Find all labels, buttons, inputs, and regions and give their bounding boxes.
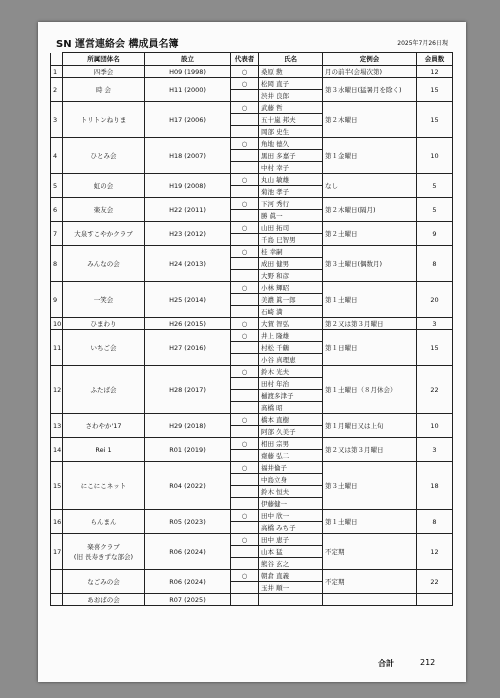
table-row bbox=[51, 318, 453, 330]
representative-mark: ○ bbox=[231, 78, 259, 90]
table-row bbox=[51, 102, 453, 114]
representative-mark bbox=[231, 354, 259, 366]
member-count: 15 bbox=[417, 78, 453, 102]
member-name: 樋渡多津子 bbox=[259, 390, 323, 402]
member-count: 22 bbox=[417, 570, 453, 594]
member-count: 10 bbox=[417, 414, 453, 438]
member-count: 10 bbox=[417, 138, 453, 174]
row-number: 3 bbox=[51, 102, 63, 138]
representative-mark bbox=[231, 258, 259, 270]
page-title: SN 運営連絡会 構成員名簿 bbox=[56, 39, 179, 50]
meeting-schedule: 第２土曜日 bbox=[323, 222, 417, 246]
column-header-founded: 設立 bbox=[145, 53, 231, 66]
meeting-schedule: 不定期 bbox=[323, 534, 417, 570]
table-row bbox=[51, 222, 453, 234]
representative-mark bbox=[231, 306, 259, 318]
meeting-schedule: 不定期 bbox=[323, 570, 417, 594]
member-name: 小林 輝昭 bbox=[259, 282, 323, 294]
founded-year: H23 (2012) bbox=[145, 222, 231, 246]
representative-mark: ○ bbox=[231, 438, 259, 450]
meeting-schedule: 第１金曜日 bbox=[323, 138, 417, 174]
row-number: 6 bbox=[51, 198, 63, 222]
representative-mark bbox=[231, 390, 259, 402]
member-count: 5 bbox=[417, 174, 453, 198]
member-name: 大賀 智弘 bbox=[259, 318, 323, 330]
member-name: 鈴木 光夫 bbox=[259, 366, 323, 378]
table-row bbox=[51, 282, 453, 294]
meeting-schedule: 第１日曜日 bbox=[323, 330, 417, 366]
meeting-schedule: 第１土曜日（８月休会） bbox=[323, 366, 417, 414]
row-number bbox=[51, 570, 63, 594]
founded-year: R04 (2022) bbox=[145, 462, 231, 510]
member-name: 阿部 久美子 bbox=[259, 426, 323, 438]
member-name: 村松 千鶴 bbox=[259, 342, 323, 354]
representative-mark bbox=[231, 402, 259, 414]
table-row bbox=[51, 174, 453, 186]
founded-year: H29 (2018) bbox=[145, 414, 231, 438]
row-number: 8 bbox=[51, 246, 63, 282]
table-row bbox=[51, 66, 453, 78]
total-value: 212 bbox=[420, 658, 436, 667]
member-count: 8 bbox=[417, 246, 453, 282]
member-name: 田村 年治 bbox=[259, 378, 323, 390]
member-count: 9 bbox=[417, 222, 453, 246]
founded-year: H19 (2008) bbox=[145, 174, 231, 198]
member-name: 桑原 勲 bbox=[259, 66, 323, 78]
member-name: 美濃 眞一郎 bbox=[259, 294, 323, 306]
table-row bbox=[51, 414, 453, 426]
founded-year: R01 (2019) bbox=[145, 438, 231, 462]
column-header-group: 所属団体名 bbox=[63, 53, 145, 66]
group-name: にこにこネット bbox=[63, 462, 145, 510]
meeting-schedule: 第３水曜日(猛暑月を除く) bbox=[323, 78, 417, 102]
representative-mark bbox=[231, 558, 259, 570]
representative-mark bbox=[231, 294, 259, 306]
member-name: 五十嵐 邦夫 bbox=[259, 114, 323, 126]
meeting-schedule: なし bbox=[323, 174, 417, 198]
member-count: 12 bbox=[417, 534, 453, 570]
row-number: 4 bbox=[51, 138, 63, 174]
meeting-schedule: 第３土曜日 bbox=[323, 462, 417, 510]
representative-mark: ○ bbox=[231, 174, 259, 186]
group-name: 楽友会 bbox=[63, 198, 145, 222]
member-count: 22 bbox=[417, 366, 453, 414]
representative-mark bbox=[231, 150, 259, 162]
founded-year: H09 (1998) bbox=[145, 66, 231, 78]
group-name: さわやか'17 bbox=[63, 414, 145, 438]
member-name: 福井倫子 bbox=[259, 462, 323, 474]
representative-mark bbox=[231, 486, 259, 498]
row-number: 17 bbox=[51, 534, 63, 570]
founded-year: H27 (2016) bbox=[145, 330, 231, 366]
representative-mark bbox=[231, 162, 259, 174]
table-row bbox=[51, 138, 453, 150]
representative-mark: ○ bbox=[231, 366, 259, 378]
member-count: 12 bbox=[417, 66, 453, 78]
member-name: 小谷 真理恵 bbox=[259, 354, 323, 366]
table-row bbox=[51, 570, 453, 582]
member-name: 山田 拓司 bbox=[259, 222, 323, 234]
representative-mark: ○ bbox=[231, 510, 259, 522]
row-number: 2 bbox=[51, 78, 63, 102]
member-name: 大野 和彦 bbox=[259, 270, 323, 282]
representative-mark bbox=[231, 90, 259, 102]
representative-mark: ○ bbox=[231, 534, 259, 546]
member-count: 8 bbox=[417, 510, 453, 534]
member-count: 20 bbox=[417, 282, 453, 318]
representative-mark bbox=[231, 546, 259, 558]
meeting-schedule: 第２木曜日 bbox=[323, 102, 417, 138]
representative-mark: ○ bbox=[231, 198, 259, 210]
meeting-schedule bbox=[323, 594, 417, 606]
member-count bbox=[417, 594, 453, 606]
member-name: 渋井 良郎 bbox=[259, 90, 323, 102]
member-name: 丸山 敏雄 bbox=[259, 174, 323, 186]
member-count: 5 bbox=[417, 198, 453, 222]
meeting-schedule: 第１月曜日又は上旬 bbox=[323, 414, 417, 438]
representative-mark bbox=[231, 582, 259, 594]
group-name: いちご会 bbox=[63, 330, 145, 366]
representative-mark bbox=[231, 210, 259, 222]
representative-mark: ○ bbox=[231, 66, 259, 78]
member-name: 武藤 哲 bbox=[259, 102, 323, 114]
member-name: 岡部 史生 bbox=[259, 126, 323, 138]
member-name bbox=[259, 594, 323, 606]
representative-mark: ○ bbox=[231, 570, 259, 582]
row-number: 11 bbox=[51, 330, 63, 366]
member-count: 18 bbox=[417, 462, 453, 510]
row-number: 5 bbox=[51, 174, 63, 198]
column-header-name: 氏名 bbox=[259, 53, 323, 66]
representative-mark bbox=[231, 114, 259, 126]
member-name: 中島立身 bbox=[259, 474, 323, 486]
representative-mark: ○ bbox=[231, 138, 259, 150]
founded-year: H24 (2013) bbox=[145, 246, 231, 282]
table-row bbox=[51, 198, 453, 210]
row-number: 9 bbox=[51, 282, 63, 318]
group-name: あおばの会 bbox=[63, 594, 145, 606]
group-name: Rei 1 bbox=[63, 438, 145, 462]
member-name: 鈴木 恒夫 bbox=[259, 486, 323, 498]
table-header-row bbox=[51, 53, 453, 66]
meeting-schedule: 第１土曜日 bbox=[323, 282, 417, 318]
member-name: 菊池 孝子 bbox=[259, 186, 323, 198]
member-name: 中村 幸子 bbox=[259, 162, 323, 174]
table-row bbox=[51, 462, 453, 474]
member-name: 桂 幸嗣 bbox=[259, 246, 323, 258]
group-name: ひまわり bbox=[63, 318, 145, 330]
meeting-schedule: 第３土曜日(偶数月) bbox=[323, 246, 417, 282]
member-roster-table bbox=[50, 52, 453, 606]
member-name: 黒田 多嘉子 bbox=[259, 150, 323, 162]
representative-mark: ○ bbox=[231, 222, 259, 234]
column-header-meeting: 定例会 bbox=[323, 53, 417, 66]
table-row bbox=[51, 510, 453, 522]
group-name: トリトンねりま bbox=[63, 102, 145, 138]
representative-mark: ○ bbox=[231, 414, 259, 426]
total-label: 合計 bbox=[378, 659, 394, 668]
group-name: 虹の会 bbox=[63, 174, 145, 198]
representative-mark bbox=[231, 234, 259, 246]
representative-mark: ○ bbox=[231, 318, 259, 330]
member-name: 井上 隆雄 bbox=[259, 330, 323, 342]
member-name: 勝 眞一 bbox=[259, 210, 323, 222]
member-name: 田中 欣一 bbox=[259, 510, 323, 522]
meeting-schedule: 第１土曜日 bbox=[323, 510, 417, 534]
representative-mark bbox=[231, 186, 259, 198]
group-name: なごみの会 bbox=[63, 570, 145, 594]
member-name: 橋本 直樹 bbox=[259, 414, 323, 426]
row-number: 12 bbox=[51, 366, 63, 414]
table-row bbox=[51, 78, 453, 90]
member-count: 3 bbox=[417, 438, 453, 462]
founded-year: R05 (2023) bbox=[145, 510, 231, 534]
group-name: 楽喜クラブ (旧 長寿きずな部会) bbox=[63, 534, 145, 570]
member-name: 下河 秀行 bbox=[259, 198, 323, 210]
member-count: 3 bbox=[417, 318, 453, 330]
row-number bbox=[51, 594, 63, 606]
column-header-representative: 代表者 bbox=[231, 53, 259, 66]
group-name: 四季会 bbox=[63, 66, 145, 78]
member-name: 朝倉 直義 bbox=[259, 570, 323, 582]
member-name: 石崎 満 bbox=[259, 306, 323, 318]
representative-mark bbox=[231, 426, 259, 438]
founded-year: H17 (2006) bbox=[145, 102, 231, 138]
row-number: 14 bbox=[51, 438, 63, 462]
representative-mark bbox=[231, 474, 259, 486]
representative-mark: ○ bbox=[231, 330, 259, 342]
representative-mark bbox=[231, 498, 259, 510]
roster-sheet bbox=[38, 22, 466, 682]
founded-year: H18 (2007) bbox=[145, 138, 231, 174]
representative-mark bbox=[231, 126, 259, 138]
group-name: ひとみ会 bbox=[63, 138, 145, 174]
founded-year: H22 (2011) bbox=[145, 198, 231, 222]
member-name: 成田 健男 bbox=[259, 258, 323, 270]
representative-mark bbox=[231, 450, 259, 462]
member-name: 齋藤 弘二 bbox=[259, 450, 323, 462]
meeting-schedule: 第２木曜日(隔月) bbox=[323, 198, 417, 222]
roster-body bbox=[51, 66, 453, 606]
index-header bbox=[51, 53, 63, 66]
table-row bbox=[51, 438, 453, 450]
member-name: 松岡 直子 bbox=[259, 78, 323, 90]
group-name: らんまん bbox=[63, 510, 145, 534]
member-name: 熊谷 玄之 bbox=[259, 558, 323, 570]
representative-mark bbox=[231, 594, 259, 606]
founded-year: R06 (2024) bbox=[145, 534, 231, 570]
founded-year: R07 (2025) bbox=[145, 594, 231, 606]
founded-year: R06 (2024) bbox=[145, 570, 231, 594]
representative-mark: ○ bbox=[231, 462, 259, 474]
column-header-count: 会員数 bbox=[417, 53, 453, 66]
row-number: 13 bbox=[51, 414, 63, 438]
representative-mark: ○ bbox=[231, 282, 259, 294]
meeting-schedule: 第２又は第３月曜日 bbox=[323, 438, 417, 462]
representative-mark bbox=[231, 342, 259, 354]
founded-year: H28 (2017) bbox=[145, 366, 231, 414]
row-number: 16 bbox=[51, 510, 63, 534]
group-name: 一笑会 bbox=[63, 282, 145, 318]
founded-year: H26 (2015) bbox=[145, 318, 231, 330]
table-row bbox=[51, 366, 453, 378]
row-number: 1 bbox=[51, 66, 63, 78]
representative-mark: ○ bbox=[231, 102, 259, 114]
member-name: 角地 德久 bbox=[259, 138, 323, 150]
table-row bbox=[51, 594, 453, 606]
row-number: 15 bbox=[51, 462, 63, 510]
member-name: 山本 猛 bbox=[259, 546, 323, 558]
group-name: ふたば会 bbox=[63, 366, 145, 414]
founded-year: H25 (2014) bbox=[145, 282, 231, 318]
group-name: 時 会 bbox=[63, 78, 145, 102]
row-number: 10 bbox=[51, 318, 63, 330]
group-name: みんなの会 bbox=[63, 246, 145, 282]
member-name: 玉井 順一 bbox=[259, 582, 323, 594]
table-row bbox=[51, 246, 453, 258]
member-count: 15 bbox=[417, 102, 453, 138]
member-name: 髙橋 昭 bbox=[259, 402, 323, 414]
group-name: 大泉すこやかクラブ bbox=[63, 222, 145, 246]
member-count: 15 bbox=[417, 330, 453, 366]
member-name: 相田 宗男 bbox=[259, 438, 323, 450]
representative-mark: ○ bbox=[231, 246, 259, 258]
table-row bbox=[51, 330, 453, 342]
representative-mark bbox=[231, 378, 259, 390]
meeting-schedule: 第２又は第３月曜日 bbox=[323, 318, 417, 330]
member-name: 田中 恵子 bbox=[259, 534, 323, 546]
representative-mark bbox=[231, 522, 259, 534]
founded-year: H11 (2000) bbox=[145, 78, 231, 102]
member-name: 伊藤健一 bbox=[259, 498, 323, 510]
member-name: 千島 巳智男 bbox=[259, 234, 323, 246]
row-number: 7 bbox=[51, 222, 63, 246]
meeting-schedule: 月の前半(会場次第) bbox=[323, 66, 417, 78]
table-row bbox=[51, 534, 453, 546]
member-name: 高橋 みち子 bbox=[259, 522, 323, 534]
document-date: 2025年7月26日現 bbox=[397, 40, 448, 47]
representative-mark bbox=[231, 270, 259, 282]
